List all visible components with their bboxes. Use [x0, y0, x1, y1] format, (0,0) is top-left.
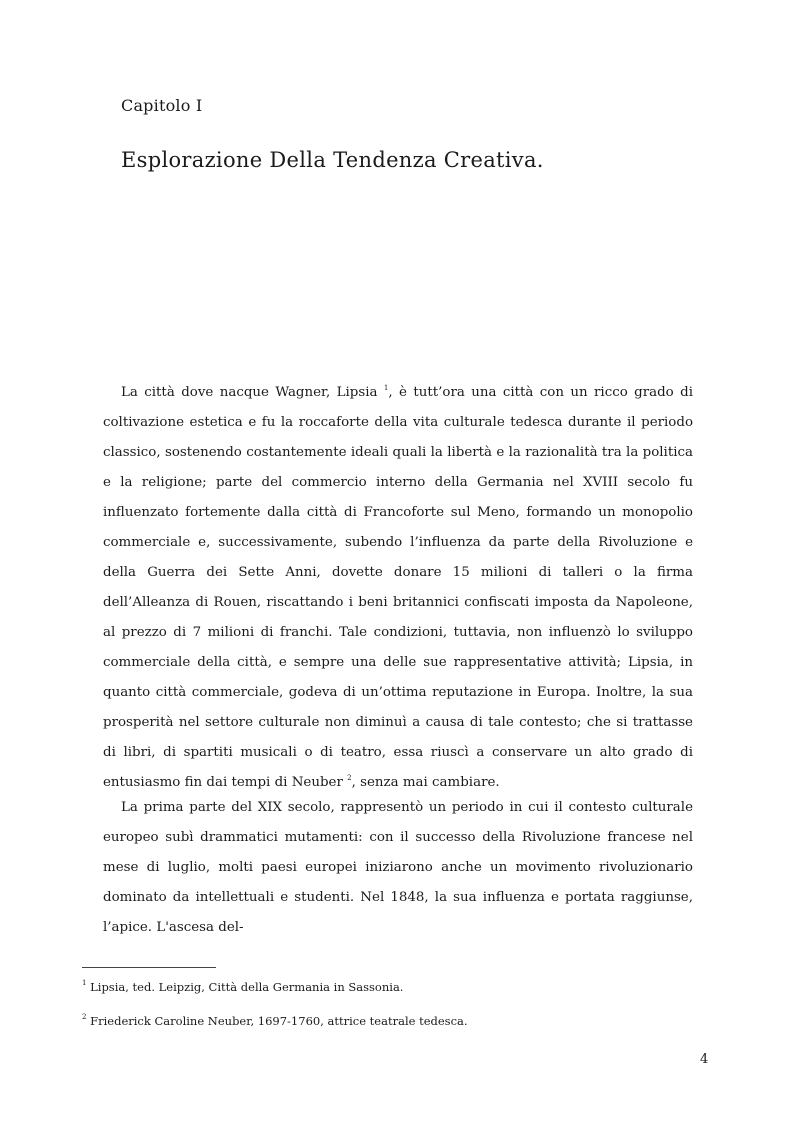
footnote-1: [82, 979, 403, 995]
paragraph-1-text-after: , è tutt’ora una città con un ricco grado di coltivazione estetica e fu la roccaforte della vita culturale tedesca durante il periodo classico, sostenendo costantemente ideali quali la libertà e la razionalità tra la politica e la religione; parte del commercio interno della Germania nel XVIII secolo fu influenzato fortemente dalla città di Francoforte sul Meno, formando un monopolio commerciale e, successivamente, subendo l’influenza da parte della Rivoluzione e della Guerra dei Sette Anni, dovette donare 15 milioni di talleri o la firma dell’Alleanza di Rouen, riscattando i beni britannici confiscati imposta da Napoleone, al prezzo di 7 milioni di franchi. Tale condizioni, tuttavia, non influenzò lo sviluppo commerciale della città, e sempre una delle sue rappresentative attività; Lipsia, in quanto città commerciale, godeva di un’ottima reputazione in Europa. Inoltre, la sua prosperità nel settore culturale non diminuì a causa di tale contesto; che si trattasse di libri, di spartiti musicali o di teatro, essa riuscì a conservare un alto grado di entusiasmo fin dai tempi di Neuber: [103, 385, 693, 790]
body-paragraph-1: [103, 378, 693, 798]
paragraph-1-text-end: , senza mai cambiare.: [351, 775, 500, 790]
chapter-title: Esplorazione Della Tendenza Creativa.: [121, 148, 544, 172]
footnote-divider: [82, 967, 216, 968]
footnote-ref-1: 1: [383, 383, 389, 392]
footnote-1-marker: 1: [82, 979, 87, 988]
chapter-label: Capitolo I: [121, 96, 203, 115]
footnote-2-marker: 2: [82, 1013, 87, 1022]
footnote-2: [82, 1013, 468, 1029]
footnote-1-text: Lipsia, ted. Leipzig, Città della Germania in Sassonia.: [90, 980, 404, 994]
body-paragraph-2: La prima parte del XIX secolo, rappresentò un periodo in cui il contesto culturale europeo subì drammatici mutamenti: con il successo della Rivoluzione francese nel mese di luglio, molti paesi europei iniziarono anche un movimento rivoluzionario dominato da intellettuali e studenti. Nel 1848, la sua influenza e portata raggiunse, l’apice. L'ascesa del-: [103, 800, 693, 935]
footnote-ref-2: 2: [347, 773, 352, 782]
footnote-2-text: Friederick Caroline Neuber, 1697-1760, attrice teatrale tedesca.: [90, 1014, 468, 1028]
paragraph-1-text-before: La città dove nacque Wagner, Lipsia: [121, 385, 384, 400]
page-number: 4: [700, 1052, 709, 1067]
